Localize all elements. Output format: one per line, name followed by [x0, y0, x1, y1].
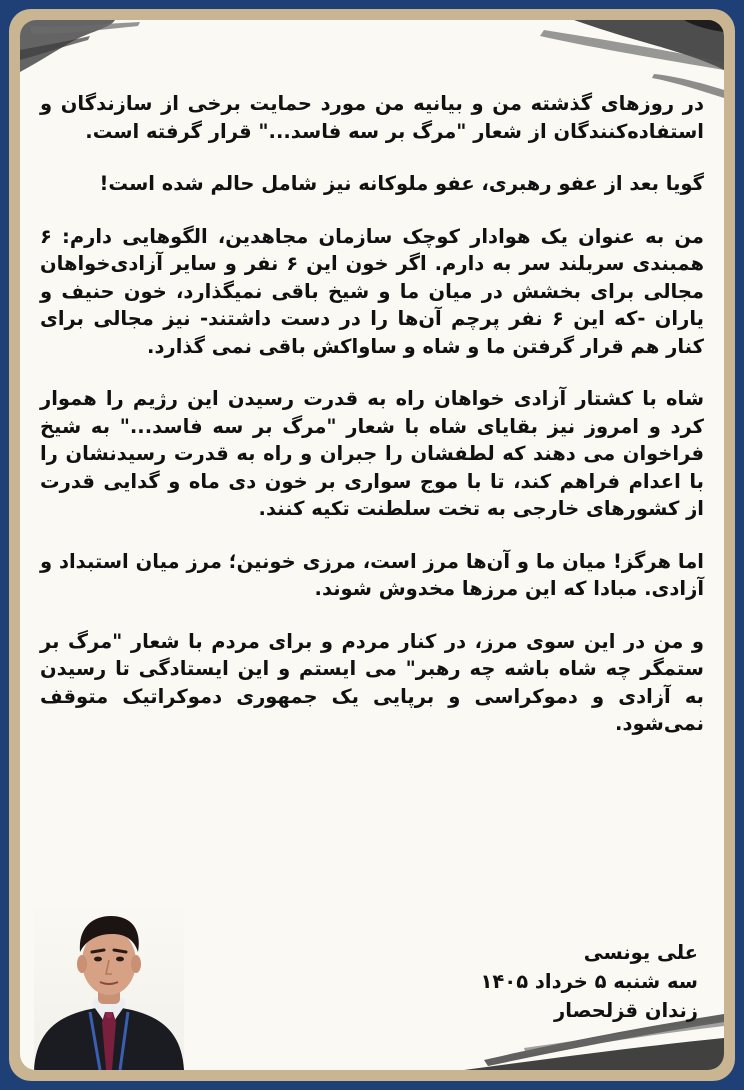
brush-stroke-decoration-top-left — [20, 20, 190, 90]
letter-paragraph-5: اما هرگز! میان ما و آن‌ها مرز است، مرزی خونین؛ مرز میان استبداد و آزادی. مبادا که این مرزها مخدوش شوند. — [40, 549, 704, 600]
signature-name: علی یونسی — [583, 941, 698, 964]
letter-paragraph-1: در روزهای گذشته من و بیانیه من مورد حمایت برخی از سازندگان و استفاده‌کنندگان از شعار "مرگ بر سه فاسد..." قرار گرفته است. — [40, 92, 704, 143]
letter-body — [40, 90, 704, 763]
letter-paragraph-2: گویا بعد از عفو رهبری، عفو ملوکانه نیز شامل حالم شده است! — [99, 172, 704, 195]
letter-card — [9, 9, 735, 1081]
letter-paragraph-3: من به عنوان یک هوادار کوچک سازمان مجاهدین، الگوهایی دارم: ۶ همبندی سربلند سر به دارم. اگر خون این ۶ نفر و سایر آزادی‌خواهان مجالی برای بخشش در میان ما و شیخ باقی نمیگذارد، خون حنیف و یاران -که این ۶ نفر پرچم آن‌ها را در دست داشتند- نیز مجالی برای کنار هم قرار گرفتن ما و شاه و ساواکش باقی نمی گذارد. — [40, 224, 704, 358]
letter-paragraph-4: شاه با کشتار آزادی خواهان راه به قدرت رسیدن این رژیم را هموار کرد و امروز نیز بقایای شاه با شعار "مرگ بر سه فاسد..." به شیخ فراخوان می دهند که لطفشان را جبران و راه به قدرت رسیدنشان را با اعدام فراهم کند، تا با موج سواری بر خون دی ماه و گدایی قدرت از کشورهای خارجی به تخت سلطنت تکیه کنند. — [40, 387, 704, 520]
signature-place: زندان قزلحصار — [554, 999, 698, 1022]
letter-paragraph-6: و من در این سوی مرز، در کنار مردم و برای مردم با شعار "مرگ بر ستمگر چه شاه باشه چه رهبر" می ایستم و این ایستادگی تا رسیدن به آزادی و دموکراسی و برپایی یک جمهوری دموکراتیک متوقف نمی‌شود. — [40, 629, 704, 735]
signature-date: سه شنبه ۵ خرداد ۱۴۰۵ — [480, 970, 698, 993]
author-portrait-photo — [34, 900, 184, 1070]
letter-paper — [20, 20, 724, 1070]
signature-block — [481, 938, 699, 1025]
